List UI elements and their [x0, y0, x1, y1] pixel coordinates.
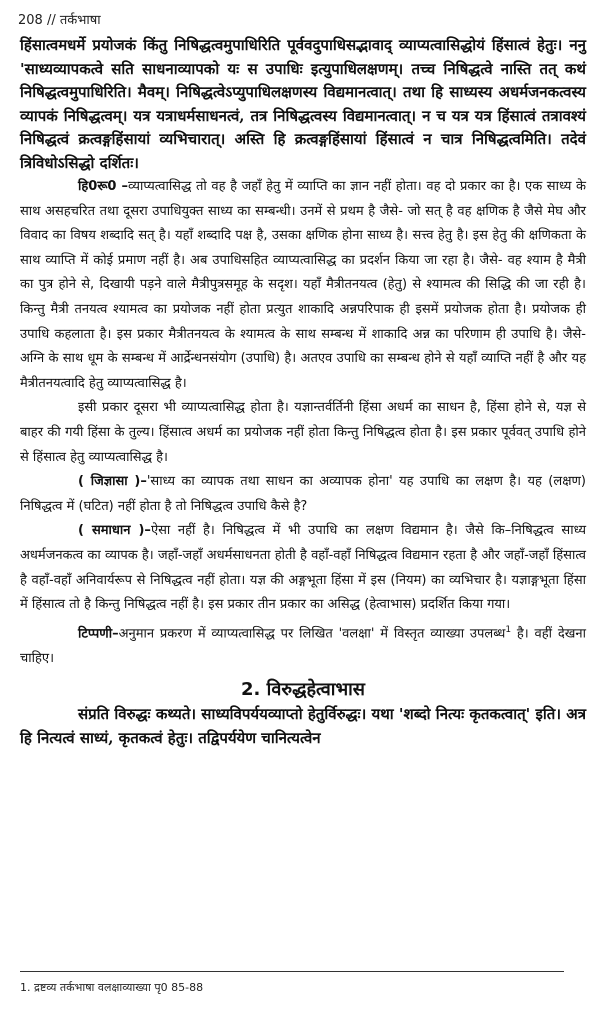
- hindi-paragraph-1-text: व्याप्यत्वासिद्ध तो वह है जहाँ हेतु में व्याप्ति का ज्ञान नहीं होता। वह दो प्रकार का है। एक साध्य के साथ असहचरित तथा दूसरा उपाधियुक्त साध्य का सम्बन्धी। उनमें से प्रथम है जैसे- जो सत् है वह क्षणिक है जैसे मेघ और विवाद का विषय शब्दादि सत् है। यहाँ शब्दादि पक्ष है, उसका क्षणिक होना साध्य है। सत्त्व हेतु है। इस हेतु की क्षणिकता के साथ व्याप्ति में कोई प्रमाण नहीं है। अब उपाधिसहित व्याप्यत्वासिद्ध का प्रदर्शन किया जा रहा है। जैसे- वह श्याम है मैत्री का पुत्र होने से, दिखायी पड़ने वाले मैत्रीपुत्रसमूह के सदृश। यहाँ मैत्रीतनयत्व (हेतु) से श्यामत्व की सिद्धि की जा रही है। किन्तु मैत्री तनयत्व श्यामत्व का प्रयोजक नहीं होता प्रत्युत शाकादि अन्नपरिपाक ही इसमें प्रयोजक होता है। प्रयोजक ही उपाधि कहलाता है। इस प्रकार मैत्रीतनयत्व के श्यामत्व के साथ सम्बन्ध में शाकादि अन्न का परिणाम ही उपाधि है। जैसे- अग्नि के साथ धूम के सम्बन्ध में आर्द्रेन्धनसंयोग (उपाधि) है। अतएव उपाधि का सम्बन्ध होने से यहाँ व्याप्ति नहीं है और यह मैत्रीतनयत्वादि हेतु व्याप्यत्वासिद्ध है।: [20, 179, 586, 391]
- hindi-translation-label: हि0रू0 –: [78, 179, 128, 194]
- hindi-paragraph-1: [20, 175, 586, 396]
- footnote: 1. द्रष्टव्य तर्कभाषा वलक्षाव्याख्या पृ0 85-88: [20, 981, 204, 994]
- page-body: [20, 34, 586, 750]
- hindi-paragraph-5-text-b: है। वहीं देखना चाहिए।: [20, 626, 586, 666]
- tippani-label: टिप्पणी–: [78, 626, 119, 642]
- section-heading: 2. विरुद्धहेत्वाभास: [241, 679, 365, 701]
- jijnasa-label: ( जिज्ञासा )–: [78, 474, 147, 490]
- page-number: 208: [18, 13, 43, 28]
- sanskrit-paragraph-1: हिंसात्वमधर्मे प्रयोजकं किंतु निषिद्धत्वमुपाधिरिति पूर्ववदुपाधिसद्भावाद् व्याप्यत्वासिद्धोयं हिंसात्वं हेतुः। ननु 'साध्यव्यापकत्वे सति साधनाव्यापको यः स उपाधिः इत्युपाधिलक्षणम्। तच्च निषिद्धत्वे नास्ति तत् कथं निषिद्धत्वमुपाधिरिति। मैवम्। निषिद्धत्वेऽप्युपाधिलक्षणस्य विद्यमानत्वात्। तथा हि साध्यस्य अधर्मजनकत्वस्य व्यापकं निषिद्धत्वम्। यत्र यत्राधर्मसाधनत्वं, तत्र निषिद्धत्वस्य विद्यमानत्वात्। न च यत्र यत्र हिंसात्वं तत्रावश्यं निषिद्धत्वं क्रत्वङ्गहिंसायां व्यभिचारात्। अस्ति हि क्रत्वङ्गहिंसायां हिंसात्वं न चात्र निषिद्धत्वमिति। तदेवं त्रिविधोऽसिद्धो दर्शितः।: [20, 36, 586, 172]
- footnote-marker: 1: [505, 624, 512, 635]
- hindi-paragraph-5: [20, 618, 586, 672]
- hindi-paragraph-4: [20, 519, 586, 617]
- header-separator: //: [46, 13, 56, 28]
- hindi-paragraph-5-text-a: अनुमान प्रकरण में व्याप्यत्वासिद्ध पर लिखित 'वलक्षा' में विस्तृत व्याख्या उपलब्ध: [118, 626, 506, 642]
- footnote-divider: [20, 971, 564, 972]
- running-header: [18, 10, 101, 28]
- hindi-paragraph-4-text: ऐसा नहीं है। निषिद्धत्व में भी उपाधि का लक्षण विद्यमान है। जैसे कि–निषिद्धत्व साध्य अधर्मजनकत्व का व्यापक है। जहाँ-जहाँ अधर्मसाधनता होती है वहाँ-वहाँ निषिद्धत्व विद्यमान रहता है और जहाँ-जहाँ हिंसात्व है वहाँ-वहाँ अनिवार्यरूप से निषिद्धत्व नहीं होता। यज्ञ की अङ्गभूता हिंसा में इस (नियम) का व्यभिचार है। यज्ञाङ्गभूता हिंसा में हिंसात्व तो है किन्तु निषिद्धत्व नहीं है। इस प्रकार तीन प्रकार का असिद्ध (हेत्वाभास) प्रदर्शित किया गया।: [20, 523, 586, 613]
- samadhana-label: ( समाधान )–: [78, 523, 151, 539]
- sanskrit-paragraph-2: संप्रति विरुद्धः कथ्यते। साध्यविपर्ययव्याप्तो हेतुर्विरुद्धः। यथा 'शब्दो नित्यः कृतकत्वात्' इति। अत्र हि नित्यत्वं साध्यं, कृतकत्वं हेतुः। तद्विपर्ययेण चानित्यत्वेन: [20, 705, 586, 747]
- hindi-paragraph-3: [20, 470, 586, 519]
- hindi-paragraph-3-text: 'साध्य का व्यापक तथा साधन का अव्यापक होना' यह उपाधि का लक्षण है। यह (लक्षण) निषिद्धत्व में (घटित) नहीं होता है तो निषिद्धत्व उपाधि कैसे है?: [20, 474, 586, 514]
- hindi-paragraph-2: इसी प्रकार दूसरा भी व्याप्यत्वासिद्ध होता है। यज्ञान्तर्वर्तिनी हिंसा अधर्म का साधन है, हिंसा होने से, यज्ञ से बाहर की गयी हिंसा के तुल्य। हिंसात्व अधर्म का प्रयोजक नहीं होता किन्तु निषिद्धत्व होता है। इस प्रकार पूर्ववत् उपाधि होने से हिंसात्व हेतु व्याप्यत्वासिद्ध है।: [20, 400, 586, 465]
- book-title: तर्कभाषा: [59, 13, 101, 28]
